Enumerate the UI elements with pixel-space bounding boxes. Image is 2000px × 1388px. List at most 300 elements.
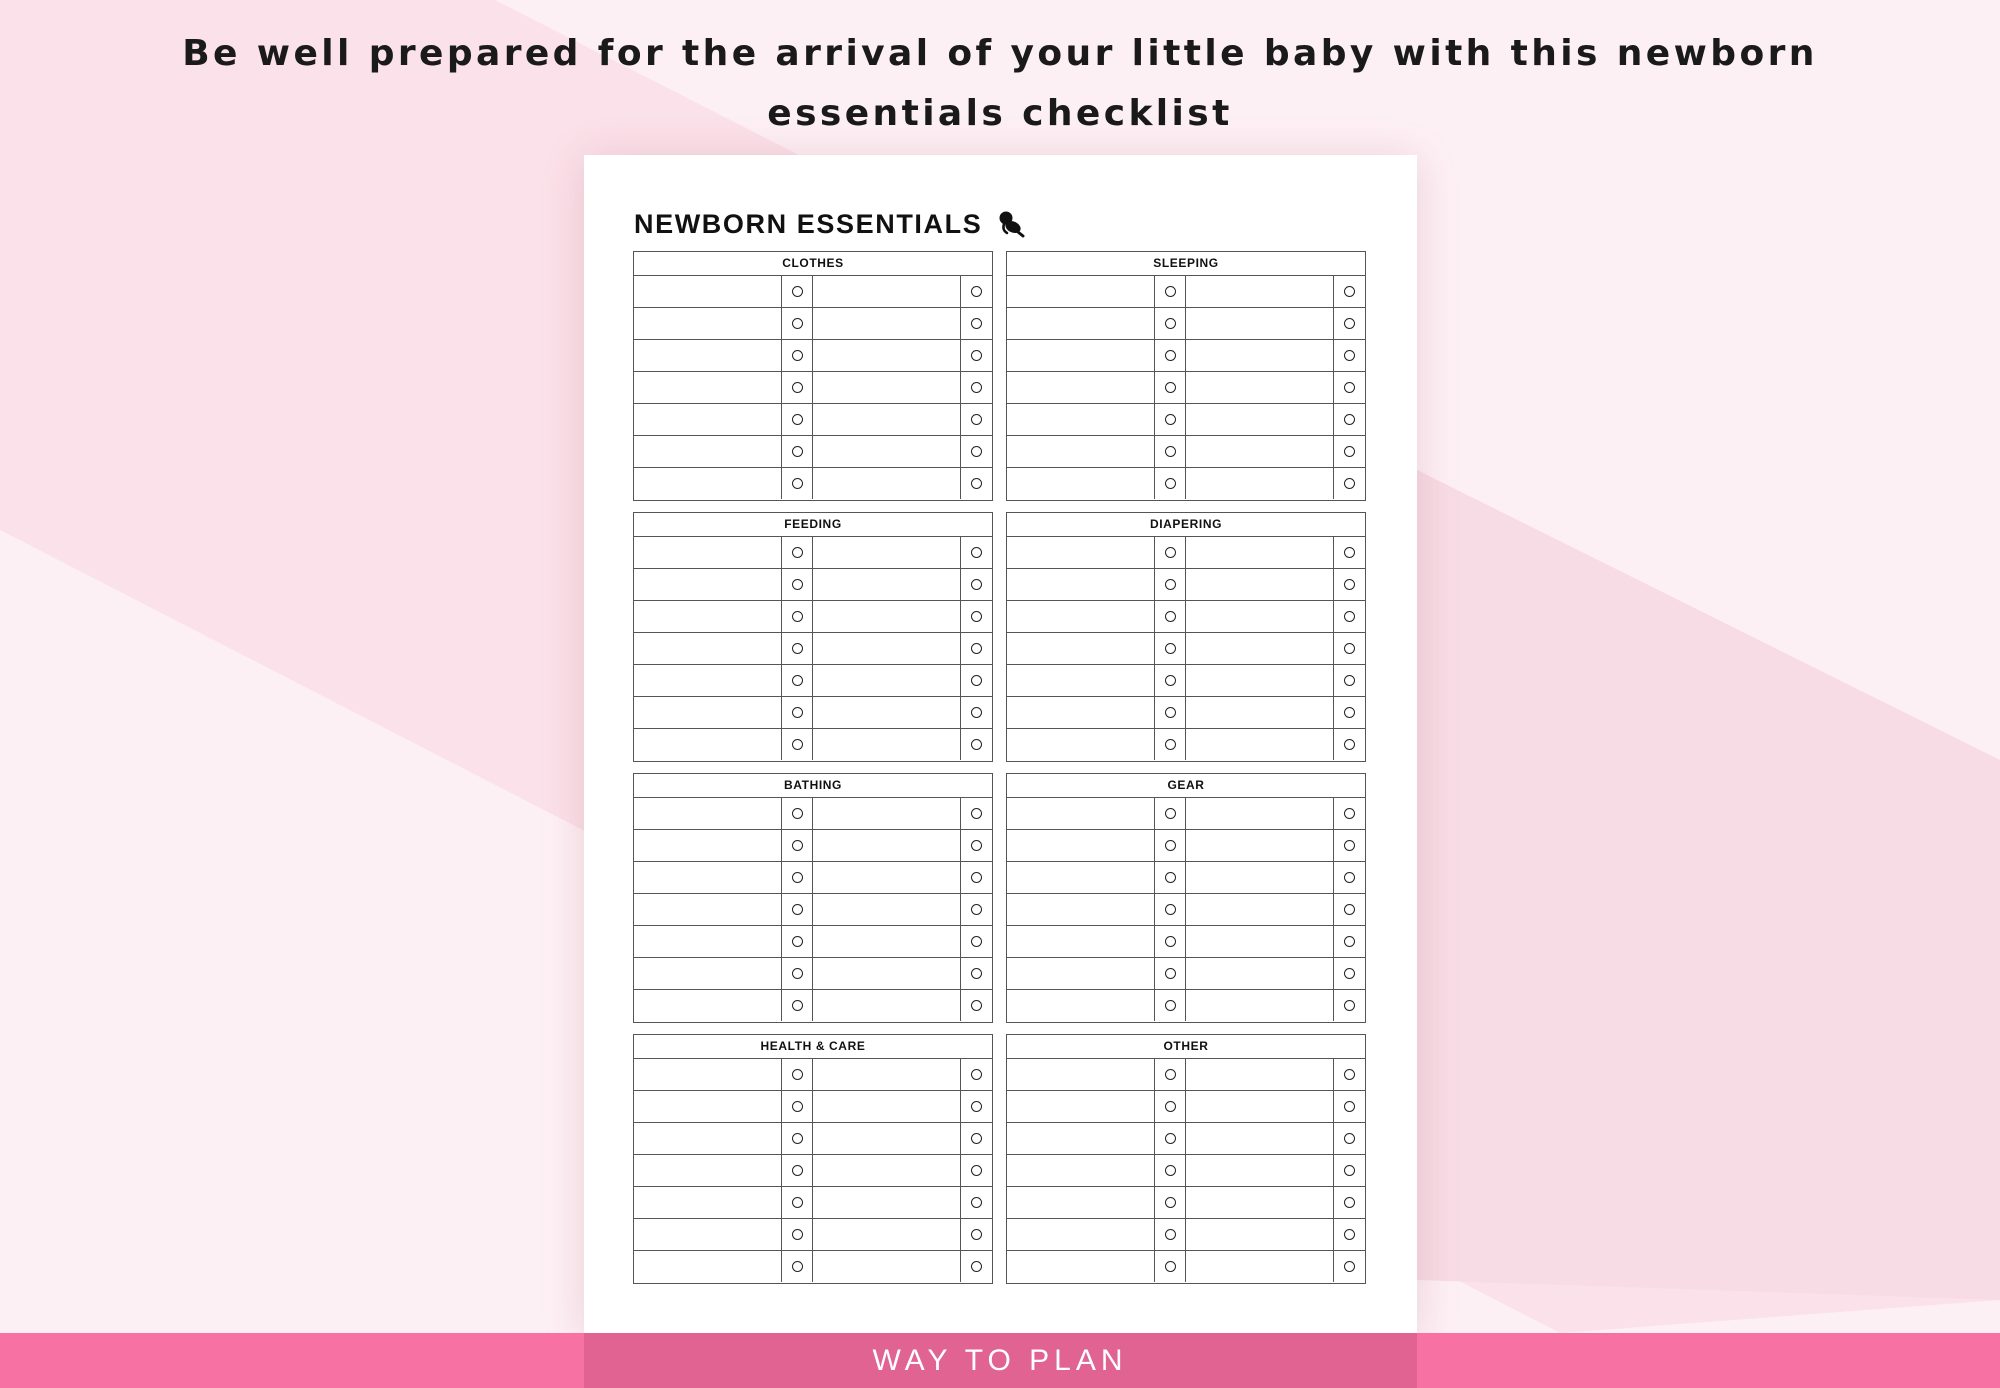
circle-checkbox-icon[interactable] xyxy=(1344,643,1355,654)
checkbox-cell[interactable] xyxy=(782,1251,813,1282)
checkbox-cell[interactable] xyxy=(961,990,992,1021)
item-write-in-field[interactable] xyxy=(634,958,782,989)
item-write-in-field[interactable] xyxy=(1186,894,1334,925)
item-write-in-field[interactable] xyxy=(634,340,782,371)
checkbox-cell[interactable] xyxy=(1334,798,1365,829)
checkbox-cell[interactable] xyxy=(1155,798,1186,829)
circle-checkbox-icon[interactable] xyxy=(971,350,982,361)
checkbox-cell[interactable] xyxy=(1334,633,1365,664)
checkbox-cell[interactable] xyxy=(1334,1091,1365,1122)
item-write-in-field[interactable] xyxy=(813,729,961,760)
circle-checkbox-icon[interactable] xyxy=(792,579,803,590)
circle-checkbox-icon[interactable] xyxy=(1344,808,1355,819)
checkbox-cell[interactable] xyxy=(1155,990,1186,1021)
circle-checkbox-icon[interactable] xyxy=(1344,739,1355,750)
item-write-in-field[interactable] xyxy=(813,798,961,829)
circle-checkbox-icon[interactable] xyxy=(1165,808,1176,819)
item-write-in-field[interactable] xyxy=(634,372,782,403)
circle-checkbox-icon[interactable] xyxy=(792,675,803,686)
circle-checkbox-icon[interactable] xyxy=(971,1101,982,1112)
checkbox-cell[interactable] xyxy=(1155,468,1186,499)
checkbox-cell[interactable] xyxy=(961,1123,992,1154)
checkbox-cell[interactable] xyxy=(1155,665,1186,696)
item-write-in-field[interactable] xyxy=(813,372,961,403)
circle-checkbox-icon[interactable] xyxy=(792,382,803,393)
checkbox-cell[interactable] xyxy=(1334,894,1365,925)
circle-checkbox-icon[interactable] xyxy=(792,1133,803,1144)
circle-checkbox-icon[interactable] xyxy=(792,1197,803,1208)
circle-checkbox-icon[interactable] xyxy=(1344,478,1355,489)
item-write-in-field[interactable] xyxy=(634,926,782,957)
item-write-in-field[interactable] xyxy=(634,729,782,760)
checkbox-cell[interactable] xyxy=(1334,990,1365,1021)
checkbox-cell[interactable] xyxy=(1334,1251,1365,1282)
item-write-in-field[interactable] xyxy=(813,1091,961,1122)
item-write-in-field[interactable] xyxy=(634,1155,782,1186)
circle-checkbox-icon[interactable] xyxy=(1165,1197,1176,1208)
checkbox-cell[interactable] xyxy=(1334,436,1365,467)
item-write-in-field[interactable] xyxy=(1007,990,1155,1021)
checkbox-cell[interactable] xyxy=(782,958,813,989)
item-write-in-field[interactable] xyxy=(1186,862,1334,893)
circle-checkbox-icon[interactable] xyxy=(792,286,803,297)
item-write-in-field[interactable] xyxy=(813,569,961,600)
item-write-in-field[interactable] xyxy=(813,1123,961,1154)
circle-checkbox-icon[interactable] xyxy=(792,350,803,361)
checkbox-cell[interactable] xyxy=(961,372,992,403)
checkbox-cell[interactable] xyxy=(782,601,813,632)
circle-checkbox-icon[interactable] xyxy=(971,579,982,590)
checkbox-cell[interactable] xyxy=(782,798,813,829)
checkbox-cell[interactable] xyxy=(961,1059,992,1090)
item-write-in-field[interactable] xyxy=(813,633,961,664)
item-write-in-field[interactable] xyxy=(1007,468,1155,499)
checkbox-cell[interactable] xyxy=(961,665,992,696)
circle-checkbox-icon[interactable] xyxy=(971,1165,982,1176)
checkbox-cell[interactable] xyxy=(1334,926,1365,957)
circle-checkbox-icon[interactable] xyxy=(1165,1069,1176,1080)
item-write-in-field[interactable] xyxy=(1007,729,1155,760)
item-write-in-field[interactable] xyxy=(1007,1187,1155,1218)
checkbox-cell[interactable] xyxy=(1334,276,1365,307)
item-write-in-field[interactable] xyxy=(1007,926,1155,957)
checkbox-cell[interactable] xyxy=(961,830,992,861)
item-write-in-field[interactable] xyxy=(1186,404,1334,435)
item-write-in-field[interactable] xyxy=(1007,697,1155,728)
circle-checkbox-icon[interactable] xyxy=(1165,1133,1176,1144)
item-write-in-field[interactable] xyxy=(634,1251,782,1282)
item-write-in-field[interactable] xyxy=(813,1219,961,1250)
item-write-in-field[interactable] xyxy=(813,926,961,957)
item-write-in-field[interactable] xyxy=(634,1059,782,1090)
checkbox-cell[interactable] xyxy=(782,1123,813,1154)
checkbox-cell[interactable] xyxy=(1155,862,1186,893)
circle-checkbox-icon[interactable] xyxy=(1344,547,1355,558)
item-write-in-field[interactable] xyxy=(1186,729,1334,760)
circle-checkbox-icon[interactable] xyxy=(971,1261,982,1272)
checkbox-cell[interactable] xyxy=(782,372,813,403)
circle-checkbox-icon[interactable] xyxy=(1344,318,1355,329)
circle-checkbox-icon[interactable] xyxy=(971,1000,982,1011)
checkbox-cell[interactable] xyxy=(782,468,813,499)
item-write-in-field[interactable] xyxy=(813,1059,961,1090)
item-write-in-field[interactable] xyxy=(1186,276,1334,307)
checkbox-cell[interactable] xyxy=(1334,1155,1365,1186)
item-write-in-field[interactable] xyxy=(813,276,961,307)
item-write-in-field[interactable] xyxy=(1186,340,1334,371)
circle-checkbox-icon[interactable] xyxy=(1165,382,1176,393)
checkbox-cell[interactable] xyxy=(782,1091,813,1122)
item-write-in-field[interactable] xyxy=(634,436,782,467)
circle-checkbox-icon[interactable] xyxy=(971,904,982,915)
item-write-in-field[interactable] xyxy=(634,1219,782,1250)
item-write-in-field[interactable] xyxy=(1186,958,1334,989)
checkbox-cell[interactable] xyxy=(961,537,992,568)
checkbox-cell[interactable] xyxy=(1334,601,1365,632)
circle-checkbox-icon[interactable] xyxy=(1344,1261,1355,1272)
circle-checkbox-icon[interactable] xyxy=(971,446,982,457)
checkbox-cell[interactable] xyxy=(1155,1187,1186,1218)
item-write-in-field[interactable] xyxy=(813,1155,961,1186)
checkbox-cell[interactable] xyxy=(961,1251,992,1282)
circle-checkbox-icon[interactable] xyxy=(792,1069,803,1080)
circle-checkbox-icon[interactable] xyxy=(1344,872,1355,883)
circle-checkbox-icon[interactable] xyxy=(792,707,803,718)
circle-checkbox-icon[interactable] xyxy=(792,611,803,622)
checkbox-cell[interactable] xyxy=(1155,1091,1186,1122)
circle-checkbox-icon[interactable] xyxy=(971,478,982,489)
item-write-in-field[interactable] xyxy=(1007,569,1155,600)
item-write-in-field[interactable] xyxy=(1007,276,1155,307)
circle-checkbox-icon[interactable] xyxy=(1165,936,1176,947)
item-write-in-field[interactable] xyxy=(634,569,782,600)
item-write-in-field[interactable] xyxy=(1007,436,1155,467)
circle-checkbox-icon[interactable] xyxy=(792,840,803,851)
checkbox-cell[interactable] xyxy=(961,862,992,893)
item-write-in-field[interactable] xyxy=(813,340,961,371)
circle-checkbox-icon[interactable] xyxy=(1344,382,1355,393)
circle-checkbox-icon[interactable] xyxy=(1165,1261,1176,1272)
circle-checkbox-icon[interactable] xyxy=(971,675,982,686)
item-write-in-field[interactable] xyxy=(813,1187,961,1218)
item-write-in-field[interactable] xyxy=(1007,404,1155,435)
circle-checkbox-icon[interactable] xyxy=(971,808,982,819)
checkbox-cell[interactable] xyxy=(1155,1123,1186,1154)
circle-checkbox-icon[interactable] xyxy=(1344,904,1355,915)
item-write-in-field[interactable] xyxy=(634,1187,782,1218)
circle-checkbox-icon[interactable] xyxy=(1165,739,1176,750)
item-write-in-field[interactable] xyxy=(1186,1091,1334,1122)
checkbox-cell[interactable] xyxy=(1334,665,1365,696)
item-write-in-field[interactable] xyxy=(1186,372,1334,403)
item-write-in-field[interactable] xyxy=(813,436,961,467)
circle-checkbox-icon[interactable] xyxy=(1344,1165,1355,1176)
item-write-in-field[interactable] xyxy=(634,601,782,632)
circle-checkbox-icon[interactable] xyxy=(792,318,803,329)
circle-checkbox-icon[interactable] xyxy=(1165,478,1176,489)
circle-checkbox-icon[interactable] xyxy=(971,739,982,750)
checkbox-cell[interactable] xyxy=(961,436,992,467)
item-write-in-field[interactable] xyxy=(1186,537,1334,568)
checkbox-cell[interactable] xyxy=(1155,830,1186,861)
checkbox-cell[interactable] xyxy=(1155,436,1186,467)
checkbox-cell[interactable] xyxy=(1334,697,1365,728)
checkbox-cell[interactable] xyxy=(961,276,992,307)
circle-checkbox-icon[interactable] xyxy=(1165,286,1176,297)
checkbox-cell[interactable] xyxy=(782,436,813,467)
item-write-in-field[interactable] xyxy=(1186,697,1334,728)
checkbox-cell[interactable] xyxy=(1155,1059,1186,1090)
circle-checkbox-icon[interactable] xyxy=(971,318,982,329)
item-write-in-field[interactable] xyxy=(1007,601,1155,632)
checkbox-cell[interactable] xyxy=(961,1219,992,1250)
circle-checkbox-icon[interactable] xyxy=(971,1069,982,1080)
item-write-in-field[interactable] xyxy=(1007,862,1155,893)
checkbox-cell[interactable] xyxy=(782,308,813,339)
checkbox-cell[interactable] xyxy=(782,830,813,861)
item-write-in-field[interactable] xyxy=(813,862,961,893)
circle-checkbox-icon[interactable] xyxy=(792,808,803,819)
circle-checkbox-icon[interactable] xyxy=(971,840,982,851)
circle-checkbox-icon[interactable] xyxy=(1165,1101,1176,1112)
checkbox-cell[interactable] xyxy=(1155,633,1186,664)
checkbox-cell[interactable] xyxy=(782,665,813,696)
circle-checkbox-icon[interactable] xyxy=(1344,1197,1355,1208)
item-write-in-field[interactable] xyxy=(813,665,961,696)
item-write-in-field[interactable] xyxy=(1007,958,1155,989)
circle-checkbox-icon[interactable] xyxy=(1344,414,1355,425)
circle-checkbox-icon[interactable] xyxy=(792,1165,803,1176)
item-write-in-field[interactable] xyxy=(813,697,961,728)
checkbox-cell[interactable] xyxy=(961,569,992,600)
item-write-in-field[interactable] xyxy=(1007,1059,1155,1090)
circle-checkbox-icon[interactable] xyxy=(792,1229,803,1240)
item-write-in-field[interactable] xyxy=(1186,990,1334,1021)
item-write-in-field[interactable] xyxy=(1186,1251,1334,1282)
item-write-in-field[interactable] xyxy=(1186,830,1334,861)
circle-checkbox-icon[interactable] xyxy=(971,1229,982,1240)
checkbox-cell[interactable] xyxy=(1155,372,1186,403)
circle-checkbox-icon[interactable] xyxy=(1165,1165,1176,1176)
circle-checkbox-icon[interactable] xyxy=(1165,414,1176,425)
circle-checkbox-icon[interactable] xyxy=(1165,318,1176,329)
checkbox-cell[interactable] xyxy=(961,729,992,760)
checkbox-cell[interactable] xyxy=(1334,1219,1365,1250)
checkbox-cell[interactable] xyxy=(961,633,992,664)
item-write-in-field[interactable] xyxy=(1007,1219,1155,1250)
item-write-in-field[interactable] xyxy=(1186,1155,1334,1186)
circle-checkbox-icon[interactable] xyxy=(971,1197,982,1208)
checkbox-cell[interactable] xyxy=(961,601,992,632)
checkbox-cell[interactable] xyxy=(782,633,813,664)
item-write-in-field[interactable] xyxy=(1007,665,1155,696)
item-write-in-field[interactable] xyxy=(634,830,782,861)
circle-checkbox-icon[interactable] xyxy=(1344,1069,1355,1080)
circle-checkbox-icon[interactable] xyxy=(971,968,982,979)
checkbox-cell[interactable] xyxy=(961,798,992,829)
checkbox-cell[interactable] xyxy=(1155,1155,1186,1186)
item-write-in-field[interactable] xyxy=(1007,1123,1155,1154)
checkbox-cell[interactable] xyxy=(782,729,813,760)
checkbox-cell[interactable] xyxy=(1155,1251,1186,1282)
circle-checkbox-icon[interactable] xyxy=(1344,1000,1355,1011)
checkbox-cell[interactable] xyxy=(1334,729,1365,760)
circle-checkbox-icon[interactable] xyxy=(1344,350,1355,361)
checkbox-cell[interactable] xyxy=(1155,537,1186,568)
circle-checkbox-icon[interactable] xyxy=(1165,350,1176,361)
checkbox-cell[interactable] xyxy=(1334,372,1365,403)
circle-checkbox-icon[interactable] xyxy=(971,936,982,947)
circle-checkbox-icon[interactable] xyxy=(1165,547,1176,558)
checkbox-cell[interactable] xyxy=(961,1091,992,1122)
item-write-in-field[interactable] xyxy=(813,990,961,1021)
circle-checkbox-icon[interactable] xyxy=(792,872,803,883)
item-write-in-field[interactable] xyxy=(1007,1091,1155,1122)
item-write-in-field[interactable] xyxy=(1186,569,1334,600)
circle-checkbox-icon[interactable] xyxy=(1165,1229,1176,1240)
circle-checkbox-icon[interactable] xyxy=(971,547,982,558)
checkbox-cell[interactable] xyxy=(1334,569,1365,600)
checkbox-cell[interactable] xyxy=(1334,308,1365,339)
circle-checkbox-icon[interactable] xyxy=(1344,611,1355,622)
circle-checkbox-icon[interactable] xyxy=(971,707,982,718)
circle-checkbox-icon[interactable] xyxy=(792,739,803,750)
circle-checkbox-icon[interactable] xyxy=(1344,707,1355,718)
checkbox-cell[interactable] xyxy=(782,340,813,371)
checkbox-cell[interactable] xyxy=(961,958,992,989)
checkbox-cell[interactable] xyxy=(1334,1123,1365,1154)
checkbox-cell[interactable] xyxy=(1155,276,1186,307)
checkbox-cell[interactable] xyxy=(961,308,992,339)
circle-checkbox-icon[interactable] xyxy=(971,872,982,883)
circle-checkbox-icon[interactable] xyxy=(971,1133,982,1144)
checkbox-cell[interactable] xyxy=(1334,468,1365,499)
checkbox-cell[interactable] xyxy=(782,990,813,1021)
item-write-in-field[interactable] xyxy=(634,468,782,499)
circle-checkbox-icon[interactable] xyxy=(1344,675,1355,686)
item-write-in-field[interactable] xyxy=(1186,1123,1334,1154)
checkbox-cell[interactable] xyxy=(782,404,813,435)
checkbox-cell[interactable] xyxy=(1155,926,1186,957)
checkbox-cell[interactable] xyxy=(1155,340,1186,371)
item-write-in-field[interactable] xyxy=(634,276,782,307)
item-write-in-field[interactable] xyxy=(813,1251,961,1282)
checkbox-cell[interactable] xyxy=(1334,340,1365,371)
circle-checkbox-icon[interactable] xyxy=(1344,968,1355,979)
checkbox-cell[interactable] xyxy=(1155,1219,1186,1250)
checkbox-cell[interactable] xyxy=(782,276,813,307)
circle-checkbox-icon[interactable] xyxy=(1165,840,1176,851)
checkbox-cell[interactable] xyxy=(782,1187,813,1218)
checkbox-cell[interactable] xyxy=(961,1187,992,1218)
item-write-in-field[interactable] xyxy=(634,633,782,664)
item-write-in-field[interactable] xyxy=(813,894,961,925)
checkbox-cell[interactable] xyxy=(1155,308,1186,339)
checkbox-cell[interactable] xyxy=(782,894,813,925)
circle-checkbox-icon[interactable] xyxy=(971,414,982,425)
circle-checkbox-icon[interactable] xyxy=(971,382,982,393)
item-write-in-field[interactable] xyxy=(634,308,782,339)
item-write-in-field[interactable] xyxy=(634,1123,782,1154)
item-write-in-field[interactable] xyxy=(1007,340,1155,371)
item-write-in-field[interactable] xyxy=(634,537,782,568)
circle-checkbox-icon[interactable] xyxy=(971,611,982,622)
item-write-in-field[interactable] xyxy=(1007,537,1155,568)
checkbox-cell[interactable] xyxy=(961,340,992,371)
circle-checkbox-icon[interactable] xyxy=(1165,904,1176,915)
item-write-in-field[interactable] xyxy=(1007,1251,1155,1282)
checkbox-cell[interactable] xyxy=(1334,862,1365,893)
checkbox-cell[interactable] xyxy=(1334,404,1365,435)
item-write-in-field[interactable] xyxy=(634,862,782,893)
checkbox-cell[interactable] xyxy=(782,697,813,728)
item-write-in-field[interactable] xyxy=(1007,372,1155,403)
checkbox-cell[interactable] xyxy=(1155,601,1186,632)
circle-checkbox-icon[interactable] xyxy=(1165,675,1176,686)
circle-checkbox-icon[interactable] xyxy=(792,1101,803,1112)
checkbox-cell[interactable] xyxy=(782,926,813,957)
circle-checkbox-icon[interactable] xyxy=(792,1000,803,1011)
item-write-in-field[interactable] xyxy=(1186,601,1334,632)
circle-checkbox-icon[interactable] xyxy=(792,446,803,457)
circle-checkbox-icon[interactable] xyxy=(1344,446,1355,457)
item-write-in-field[interactable] xyxy=(1007,798,1155,829)
circle-checkbox-icon[interactable] xyxy=(1344,286,1355,297)
item-write-in-field[interactable] xyxy=(813,468,961,499)
circle-checkbox-icon[interactable] xyxy=(792,414,803,425)
checkbox-cell[interactable] xyxy=(1334,958,1365,989)
item-write-in-field[interactable] xyxy=(1007,1155,1155,1186)
circle-checkbox-icon[interactable] xyxy=(792,1261,803,1272)
checkbox-cell[interactable] xyxy=(961,1155,992,1186)
circle-checkbox-icon[interactable] xyxy=(792,904,803,915)
item-write-in-field[interactable] xyxy=(1186,665,1334,696)
item-write-in-field[interactable] xyxy=(813,958,961,989)
circle-checkbox-icon[interactable] xyxy=(1344,936,1355,947)
item-write-in-field[interactable] xyxy=(813,537,961,568)
checkbox-cell[interactable] xyxy=(1155,729,1186,760)
item-write-in-field[interactable] xyxy=(634,665,782,696)
item-write-in-field[interactable] xyxy=(813,404,961,435)
checkbox-cell[interactable] xyxy=(1334,537,1365,568)
item-write-in-field[interactable] xyxy=(1007,308,1155,339)
item-write-in-field[interactable] xyxy=(1186,1059,1334,1090)
item-write-in-field[interactable] xyxy=(1007,830,1155,861)
checkbox-cell[interactable] xyxy=(1155,894,1186,925)
circle-checkbox-icon[interactable] xyxy=(971,643,982,654)
circle-checkbox-icon[interactable] xyxy=(792,478,803,489)
checkbox-cell[interactable] xyxy=(1155,404,1186,435)
item-write-in-field[interactable] xyxy=(634,1091,782,1122)
checkbox-cell[interactable] xyxy=(961,404,992,435)
circle-checkbox-icon[interactable] xyxy=(1165,643,1176,654)
checkbox-cell[interactable] xyxy=(782,1155,813,1186)
checkbox-cell[interactable] xyxy=(782,537,813,568)
checkbox-cell[interactable] xyxy=(1334,1187,1365,1218)
circle-checkbox-icon[interactable] xyxy=(792,968,803,979)
circle-checkbox-icon[interactable] xyxy=(1344,1229,1355,1240)
item-write-in-field[interactable] xyxy=(1186,1219,1334,1250)
circle-checkbox-icon[interactable] xyxy=(792,643,803,654)
item-write-in-field[interactable] xyxy=(1186,436,1334,467)
item-write-in-field[interactable] xyxy=(634,697,782,728)
checkbox-cell[interactable] xyxy=(1155,569,1186,600)
checkbox-cell[interactable] xyxy=(961,926,992,957)
item-write-in-field[interactable] xyxy=(813,308,961,339)
circle-checkbox-icon[interactable] xyxy=(1165,446,1176,457)
circle-checkbox-icon[interactable] xyxy=(1344,1133,1355,1144)
circle-checkbox-icon[interactable] xyxy=(1344,1101,1355,1112)
